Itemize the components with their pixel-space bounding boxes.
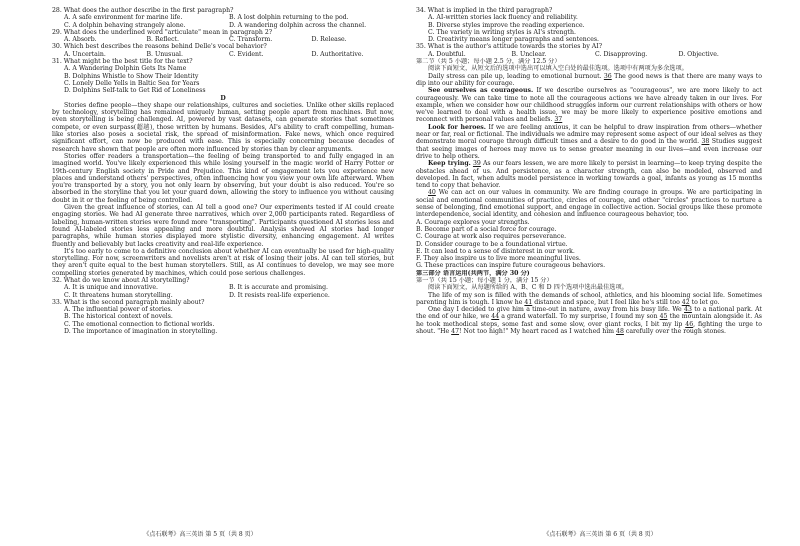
text: distance and space, but I feel like he's still too xyxy=(534,298,680,306)
option: B. Dolphins Whistle to Show Their Identity xyxy=(64,72,199,80)
option: C. It threatens human storytelling. xyxy=(64,291,173,299)
text: Daily stress can pile up, leading to emotional burnout. xyxy=(428,72,602,80)
text: the mountain alongside it. As he took methodical steps, some fast and some slow, over giant rocks, I bit my lip xyxy=(416,313,762,328)
section-2-header: 第二节（共 5 小题；每小题 2.5 分，满分 12.5 分） xyxy=(416,58,561,66)
text: If we describe ourselves as "courageous", we are more likely to act courageously. We can take time to note all the courageous actions we have already taken in our lives. For example, when we consider how our childhood struggles inform our current relationships with others or how we've learned to deal with a health issue, we may be more likely to experience positive emotions and reconnect with personal values and beliefs. xyxy=(416,87,762,124)
question-28: 28. What does the author describe in the first paragraph? xyxy=(52,7,234,14)
cloze-paragraph xyxy=(416,292,762,307)
option: D. Objective. xyxy=(678,50,719,58)
option: D. It resists real-life experience. xyxy=(229,291,330,299)
blank-47: 47 xyxy=(451,328,460,336)
option: B. It is accurate and promising. xyxy=(229,284,329,292)
part-3-header: 第三部分 语言运用(共两节，满分 30 分) xyxy=(416,269,530,277)
question-33: 33. What is the second paragraph mainly about? xyxy=(52,298,205,306)
text: ! Not too high!" My heart raced as I watched him xyxy=(459,328,615,336)
option: D. Release. xyxy=(311,36,347,44)
text: Studies suggest that seeing images of heroes may move us to sense greater meaning in our lives—and even increase our drive to help others. xyxy=(416,138,763,160)
option: G. These practices can inspire future courageous behaviors. xyxy=(416,262,606,270)
text: As our fears lessen, we are more likely to persist in learning—to keep trying despite the obstacles ahead of us. And persistence, as a character strength, can also be modeled, observed and developed. In fact, when adults model persistence in working towards a goal, infants as young as 15 months tend to copy that behavior. xyxy=(416,160,763,190)
question-30: 30. Which best describes the reasons behind Delle's vocal behavior? xyxy=(52,43,267,51)
option: A. Absorb. xyxy=(64,36,97,44)
option: B. Become part of a social force for courage. xyxy=(416,225,557,233)
option: B. Unclear. xyxy=(511,50,547,58)
text: carefully over the rough stones. xyxy=(625,328,726,336)
right-page xyxy=(400,0,800,546)
q35-options xyxy=(416,51,762,58)
option: D. Consider courage to be a foundational virtue. xyxy=(416,240,568,248)
q30-options xyxy=(52,51,394,58)
passage-paragraph xyxy=(416,124,762,160)
blank-36: 36 xyxy=(603,72,612,80)
passage-paragraph: It's too early to come to a definitive conclusion about whether AI can eventually be used for high-quality storytelling. For now, screenwriters and novelists aren't at risk of losing their jobs. AI can tell stories, but they aren't quite equal to the best human storytellers. Still, as AI continues to develop, we may see more compelling stories generated by machines, which could pose serious challenges. xyxy=(52,247,394,277)
section-2-instructions: 阅读下面短文，从短文后的选项中选出可以填入空白处的最佳选项。选项中有两项为多余选项。 xyxy=(428,65,688,73)
passage-paragraph xyxy=(416,160,762,189)
page-footer: 《点石联考》高三英语 第 6 页（共 8 页） xyxy=(543,531,657,538)
q28-options-ab xyxy=(52,14,394,21)
passage-paragraph xyxy=(416,87,762,123)
option: A. A Wandering Dolphin Gets Its Name xyxy=(64,65,187,73)
text: One day I decided to give him a time-out in nature, away from his busy life. We xyxy=(428,306,682,314)
option: A. The influential power of stories. xyxy=(64,306,173,314)
question-35: 35. What is the author's attitude towards the stories by AI? xyxy=(416,43,603,51)
q32-options-cd xyxy=(52,292,394,299)
question-31: 31. What might be the best title for the text? xyxy=(52,58,193,66)
option: D. Dolphins Self-talk to Get Rid of Loneliness xyxy=(64,87,206,95)
option: B. Unusual. xyxy=(146,50,183,58)
option: D. The importance of imagination in storytelling. xyxy=(64,328,218,336)
blank-42: 42 xyxy=(681,298,690,306)
option: F. They also inspire us to live more meaningful lives. xyxy=(416,255,581,263)
question-32: 32. What do we know about AI storytelling? xyxy=(52,276,190,284)
option: D. Authoritative. xyxy=(311,50,364,58)
option: C. Disapproving. xyxy=(595,50,648,58)
option: A. A safe environment for marine life. xyxy=(64,14,183,22)
q29-options xyxy=(52,36,394,43)
option: B. Reflect. xyxy=(146,36,180,44)
section-d-heading: D xyxy=(220,94,226,102)
option: C. Transform. xyxy=(229,36,273,44)
option: B. The historical context of novels. xyxy=(64,313,173,321)
section-1-header: 第一节（共 15 小题；每小题 1 分，满分 15 分） xyxy=(416,276,553,284)
text: The good news is that there are many ways to dip into our ability for courage. xyxy=(416,72,762,87)
subheading: Look for heroes. xyxy=(428,123,486,131)
option: A. AI-written stories lack fluency and reliability. xyxy=(428,14,578,22)
blank-39: 39 xyxy=(472,160,481,168)
question-34: 34. What is implied in the third paragraph? xyxy=(416,7,553,14)
blank-43: 43 xyxy=(684,306,692,314)
left-column xyxy=(52,7,394,335)
q32-options-ab xyxy=(52,284,394,291)
option: C. Evident. xyxy=(229,50,264,58)
option: E. It can lead to a sense of disinterest in our work. xyxy=(416,247,575,255)
text: If we are feeling anxious, it can be helpful to draw inspiration from others—whether near or far, real or fictional. The individuals we admire may represent some aspect of our ideal selves as they demonstrate moral courage through difficult times and a desire to do good in the world. xyxy=(416,123,762,146)
blank-37: 37 xyxy=(554,116,563,124)
q28-options-cd xyxy=(52,22,394,29)
text: to let go. xyxy=(691,298,720,306)
passage-paragraph: Stories offer readers a transportation—the feeling of being transported to and fully engaged in an imagined world. You've likely experienced this while losing yourself in the magic world of Harry Potter or 19th-century English society in Pride and Prejudice. This kind of engagement lets you experience new places and understand others' perspectives, often influencing how you view your own life afterward. When you're transported by a story, you not only learn by observing, but your doubt is also reduced. You're so absorbed in the storyline that you let your guard down, allowing the story to influence you without causing doubt in it or the feeling of being controlled. xyxy=(52,152,394,204)
text: , fighting the urge to shout. "He xyxy=(416,320,763,336)
option: C. Courage at work also requires perseverance. xyxy=(416,233,567,241)
option: D. Creativity means longer paragraphs and sentences. xyxy=(428,36,600,44)
text: The life of my son is filled with the demands of school, athletics, and his blooming social life. Sometimes parenting him is tough. I know he xyxy=(416,291,762,306)
blank-41: 41 xyxy=(524,298,533,306)
section-1-instructions: 阅读下面短文，从每题所给的 A、B、C 和 D 四个选项中选出最佳选项。 xyxy=(428,284,628,292)
passage-paragraph xyxy=(416,73,762,88)
option: B. A lost dolphin returning to the pod. xyxy=(229,14,349,22)
subheading: Keep trying. xyxy=(428,160,471,168)
text: We can act on our values in community. We are finding courage in groups. We are participating in social and emotional communities of practice, circles of courage, and other "circles" practices to nurture a sense of belonging, find emotional support, and engage in collective action. Social groups like these promote interdependence, social identity, and cohesion and influence courageous behavior, too. xyxy=(416,189,763,219)
text: to a national park. At the end of our hike, we xyxy=(416,306,763,321)
option: D. A wandering dolphin across the channel. xyxy=(229,21,367,29)
question-29: 29. What does the underlined word "articulate" mean in paragraph 2? xyxy=(52,28,273,36)
passage-paragraph xyxy=(416,189,762,218)
option: C. The variety in writing styles is AI's strength. xyxy=(428,28,576,36)
right-column xyxy=(416,7,762,335)
option: C. Lonely Delle Yells in Baltic Sea for Years xyxy=(64,79,200,87)
blank-46: 46 xyxy=(685,320,694,328)
passage-paragraph: Stories define people—they shape our relationships, cultures and societies. Unlike other skills replaced by technology, storytelling has remained uniquely human, setting people apart from machines. But now, even storytelling is being challenged. AI, powered by vast datasets, can generate stories that sometimes compete, or even surpass(超越), those written by humans. Besides, AI's ability to craft compelling, human-like stories also poses a societal risk, the spread of misinformation. Fake news, which once required significant effort, can now be produced with ease. This is especially concerning because decades of research have shown that people are often more influenced by stories than by clear arguments. xyxy=(52,101,394,153)
option: A. Uncertain. xyxy=(64,50,106,58)
option: A. Courage explores your strengths. xyxy=(416,218,530,226)
option: B. Diverse styles improve the reading experience. xyxy=(428,21,585,29)
blank-48: 48 xyxy=(616,328,624,336)
subheading: See ourselves as courageous. xyxy=(428,87,534,95)
blank-38: 38 xyxy=(701,138,710,146)
blank-45: 45 xyxy=(659,313,668,321)
blank-44: 44 xyxy=(491,313,500,321)
blank-40: 40 xyxy=(428,189,436,197)
option: A. It is unique and innovative. xyxy=(64,284,158,292)
option: C. The emotional connection to fictional worlds. xyxy=(64,320,215,328)
page-footer: 《点石联考》高三英语 第 5 页（共 8 页） xyxy=(143,531,257,538)
text: a grand waterfall. To my surprise, I found my son xyxy=(501,313,658,321)
option: A. Doubtful. xyxy=(428,50,466,58)
option: C. A dolphin behaving strangely alone. xyxy=(64,21,186,29)
cloze-paragraph xyxy=(416,306,762,335)
passage-paragraph: Given the great influence of stories, can AI tell a good one? Our experiments tested if AI could create engaging stories. We had AI generate three narratives, which over 2,000 participants rated. Regardless of labeling, human-written stories were found more "transporting". Participants questioned AI stories less and found AI-labeled stories less appealing and more doubtful. Analysis showed AI stories had longer paragraphs, while human stories displayed more stylistic diversity, enhancing engagement. AI writes fluently and believably but lacks creativity and real-life experience. xyxy=(52,204,394,248)
